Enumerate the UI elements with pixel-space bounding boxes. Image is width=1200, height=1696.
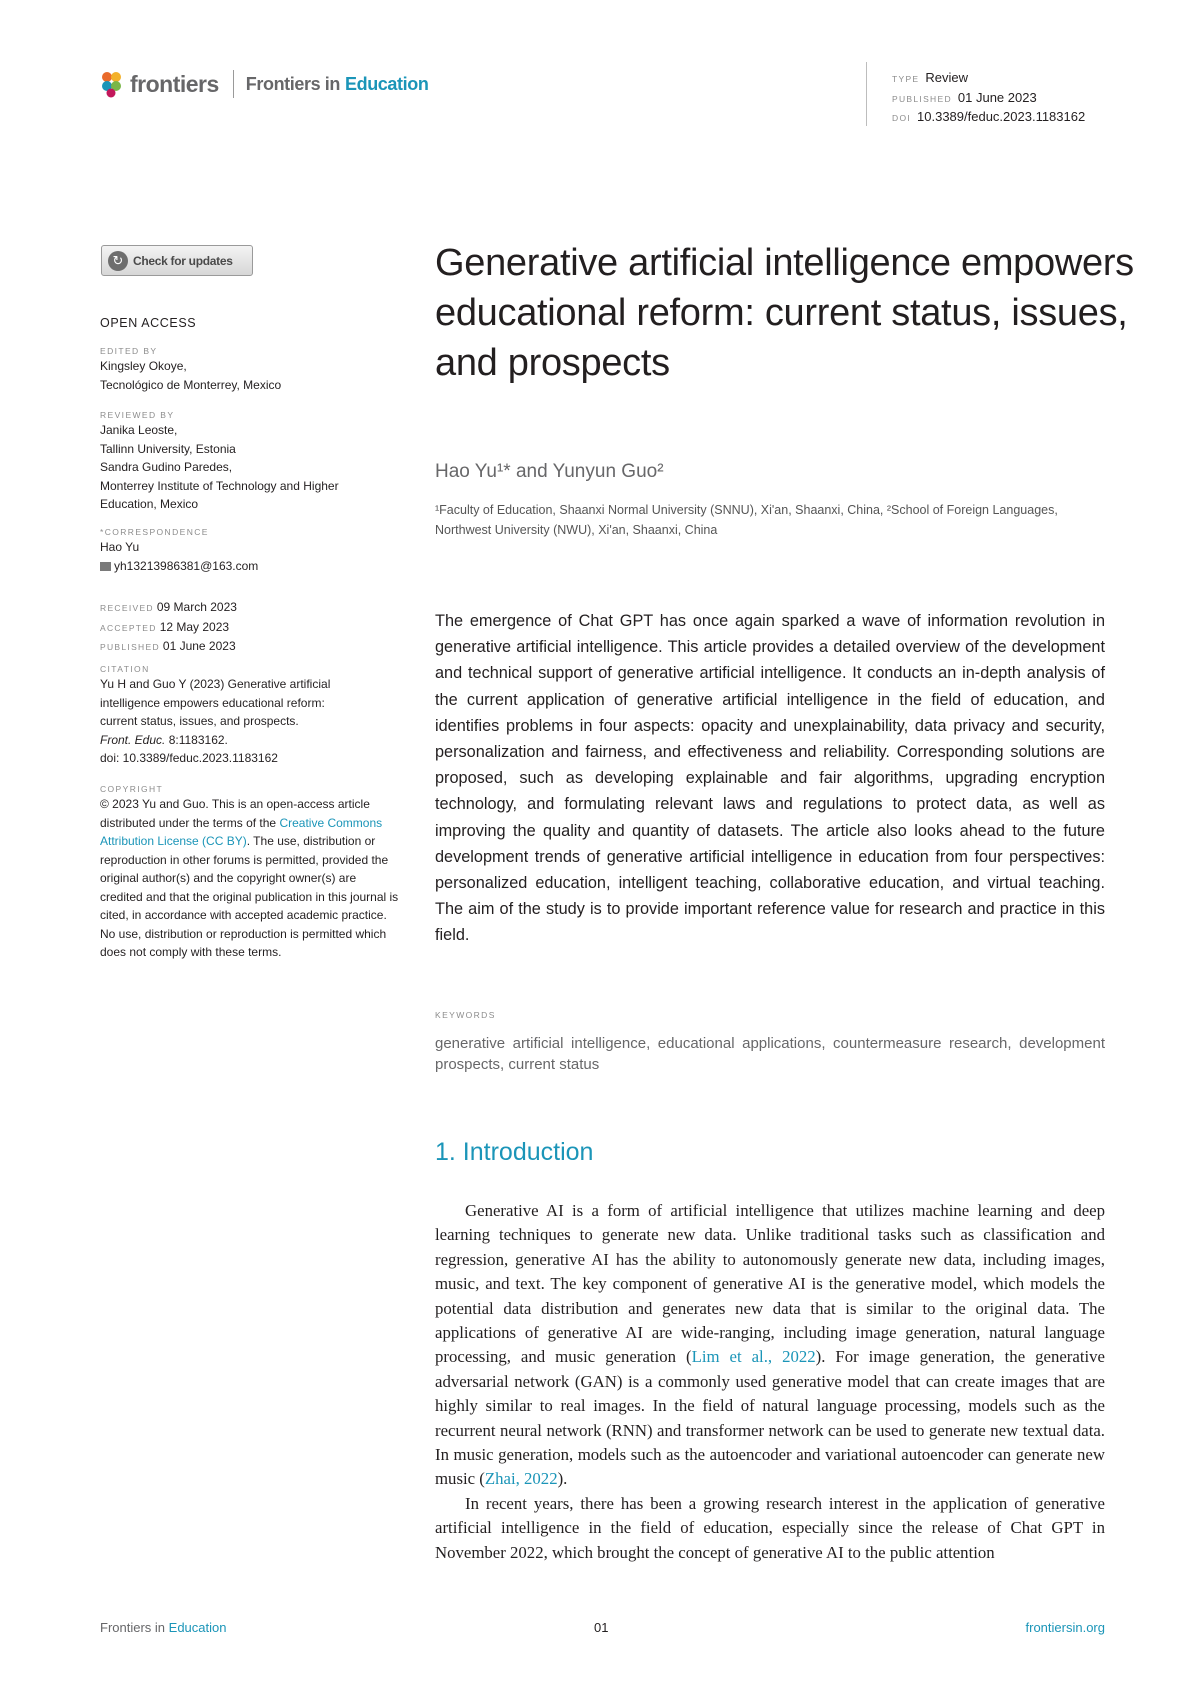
keywords-label: KEYWORDS [435,1010,496,1020]
article-authors: Hao Yu¹* and Yunyun Guo² [435,461,664,482]
article-title: Generative artificial intelligence empowers educational reform: current status, issues, and prospects [435,242,1134,384]
citation-label: CITATION [100,664,150,674]
correspondence-label: *CORRESPONDENCE [100,527,209,537]
copyright-text: © 2023 Yu and Guo. This is an open-access article distributed under the terms of the Creative Commons Attribution License (CC BY). The use, distribution or reproduction in other forums is permitted, provided the original author(s) and the copyright owner(s) are credited and that the original publication in this journal is cited, in accordance with accepted academic practice. No use, distribution or reproduction is permitted which does not comply with these terms. [100,797,399,959]
citation-link[interactable]: Zhai, 2022 [484,1469,558,1489]
abstract: The emergence of Chat GPT has once again sparked a wave of information revolution in generative artificial intelligence. This article provides a detailed overview of the development and technical support of generative artificial intelligence. It conducts an in-depth analysis of the current application of generative artificial intelligence in the field of education, and identifies problems in four aspects: opacity and unexplainability, data privacy and security, personalization and fairness, and effectiveness and reliability. Corresponding solutions are proposed, such as developing explainable and fair algorithms, upgrading encryption technology, and formulating relevant laws and regulations to protect data, as well as improving the quality and quantity of datasets. The article also looks ahead to the future development trends of generative artificial intelligence in education from four perspectives: personalized education, intelligent teaching, collaborative education, and virtual teaching. The aim of the study is to provide important reference value for research and practice in this field. [435,612,1105,945]
introduction-heading: 1. Introduction [435,1138,594,1166]
page-number: 01 [594,1620,609,1635]
citation-text: Yu H and Guo Y (2023) Generative artificial intelligence empowers educational reform: current status, issues, and prospects. Front. Educ. 8:1183162. doi: 10.3389/feduc.2023.1183162 [100,675,405,768]
meta-divider [866,62,867,126]
copyright-label: COPYRIGHT [100,784,164,794]
open-access-label: OPEN ACCESS [100,316,197,330]
article-dates: RECEIVED 09 March 2023 ACCEPTED 12 May 2023 PUBLISHED 01 June 2023 [100,600,237,653]
paragraph: In recent years, there has been a growing research interest in the application of generative artificial intelligence in the field of education, especially since the release of Chat GPT in November 2022, which brought the concept of generative AI to the public attention [435,1493,1105,1562]
correspondence-info [100,538,405,575]
brand-name: frontiers [130,70,219,97]
journal-name: Education [345,73,429,94]
license-link[interactable]: Creative Commons Attribution License (CC BY) [100,815,383,848]
author-affiliations: ¹Faculty of Education, Shaanxi Normal University (SNNU), Xi'an, Shaanxi, China, ²School of Foreign Languages, Northwest University (NWU), Xi'an, Shaanxi, China [435,503,1058,537]
reviewers-info: Janika Leoste, Tallinn University, Estonia Sandra Gudino Paredes, Monterrey Institute of Technology and Higher Education, Mexico [100,423,339,511]
meta-doi[interactable]: DOI 10.3389/feduc.2023.1183162 [892,109,1086,124]
frontiers-logo-icon [100,70,124,98]
citation-doi[interactable]: doi: 10.3389/feduc.2023.1183162 [100,751,278,765]
journal-prefix: Frontiers in [245,73,341,94]
check-for-updates-label: Check for updates [133,253,233,268]
meta-published: PUBLISHED 01 June 2023 [892,89,1037,105]
logo-divider [233,70,234,98]
reviewed-by-label: REVIEWED BY [100,410,175,420]
refresh-icon: ↻ [108,251,128,271]
email-icon [100,562,111,571]
keywords: generative artificial intelligence, educational applications, countermeasure research, development prospects, current status [435,1035,1105,1073]
meta-type: TYPE Review [892,70,969,85]
footer-journal: Frontiers in Education [100,1620,227,1635]
corresponding-email[interactable]: yh13213986381@163.com [100,557,405,576]
citation-link[interactable]: Lim et al., 2022 [691,1347,816,1367]
check-for-updates-button[interactable] [101,245,253,276]
body-text [435,1199,1105,1565]
edited-by-label: EDITED BY [100,346,158,356]
frontiers-logo[interactable] [100,70,428,98]
corresponding-author: Hao Yu [100,540,140,554]
article-meta [892,69,1085,128]
paragraph: Generative AI is a form of artificial intelligence that utilizes machine learning and deep learning techniques to generate new data. Unlike traditional tasks such as classification and regression, generative AI has the ability to autonomously generate new data, including images, music, and text. The key component of generative AI is the generative model, which models the potential data distribution and generates new data that is similar to the original data. The applications of generative AI are wide-ranging, including image generation, natural language processing, and music generation (Lim et al., 2022). For image generation, the generative adversarial network (GAN) is a commonly used generative model that can create images that are highly similar to real images. In the field of natural language processing, models such as the recurrent neural network (RNN) and transformer network can be used to generate new textual data. In music generation, models such as the autoencoder and variational autoencoder can generate new music (Zhai, 2022). [435,1201,1105,1489]
footer-site-link[interactable]: frontiersin.org [1025,1620,1105,1635]
editor-info: Kingsley Okoye, Tecnológico de Monterrey, Mexico [100,359,282,392]
